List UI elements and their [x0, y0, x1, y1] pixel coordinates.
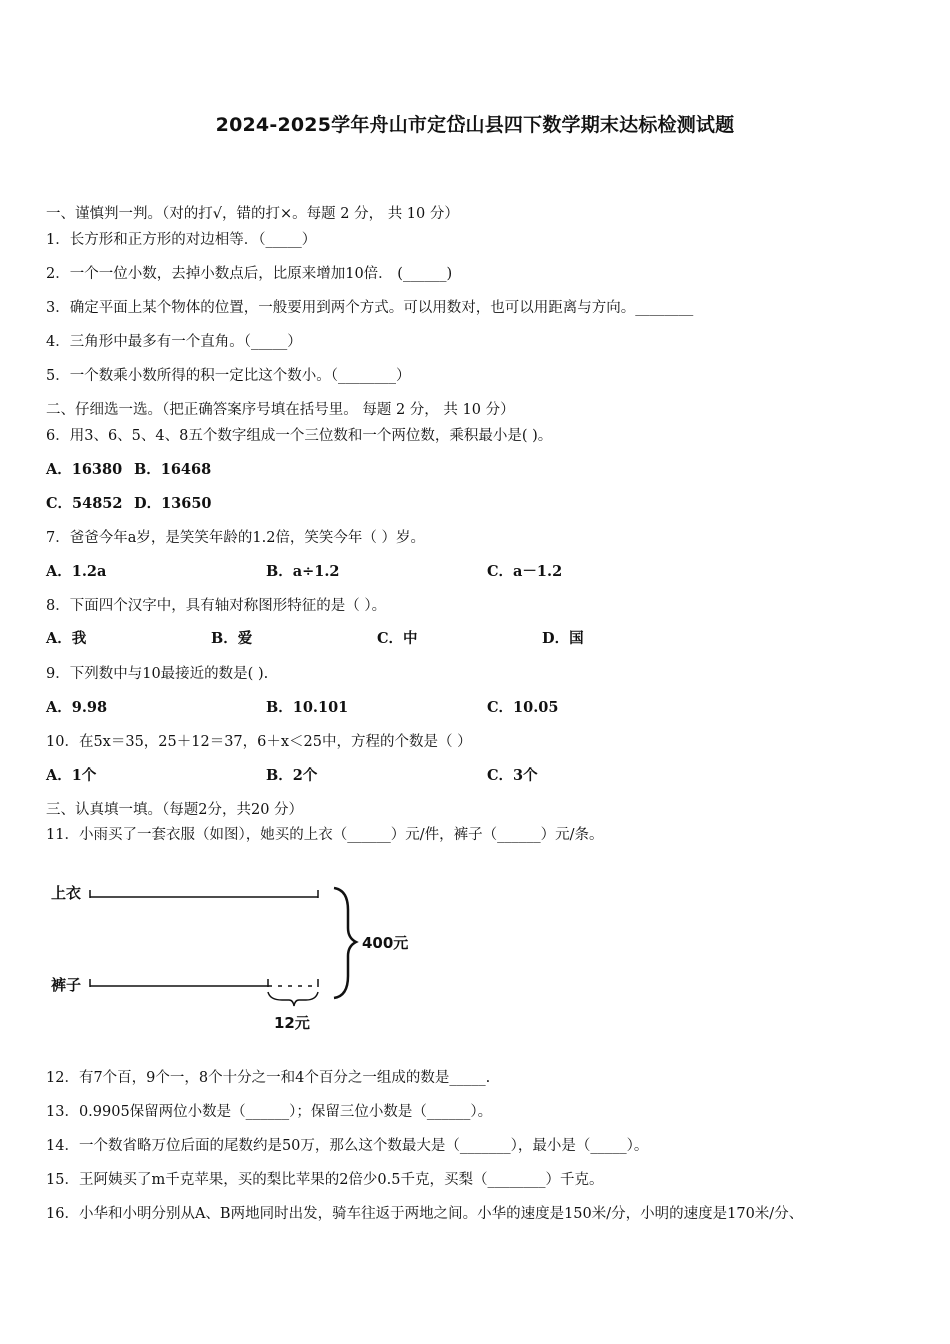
question-6: 6．用3、6、5、4、8五个数字组成一个三位数和一个两位数，乘积最小是( )。 [46, 428, 553, 444]
q8-option-c: C．中 [377, 630, 418, 647]
section-2-heading: 二、仔细选一选。（把正确答案序号填在括号里。 每题 2 分， 共 10 分） [46, 402, 515, 418]
page-title: 2024-2025学年舟山市定岱山县四下数学期末达标检测试题 [215, 114, 735, 136]
q8-option-d: D．国 [542, 630, 584, 647]
question-2: 2．一个一位小数，去掉小数点后，比原来增加10倍． (______) [46, 266, 453, 282]
question-14: 14．一个数省略万位后面的尾数约是50万，那么这个数最大是（_______），最小是（_____）。 [46, 1138, 649, 1154]
question-12: 12．有7个百，9个一，8个十分之一和4个百分之一组成的数是_____. [46, 1070, 491, 1086]
total-label: 400元 [362, 934, 409, 952]
q9-option-b: B．10.101 [266, 699, 349, 716]
q7-option-c: C．a－1.2 [487, 563, 563, 580]
diagram-svg [46, 870, 426, 1040]
question-7: 7．爸爸今年a岁，是笑笑年龄的1.2倍，笑笑今年（ ）岁。 [46, 530, 426, 546]
question-11: 11．小雨买了一套衣服（如图），她买的上衣（______）元/件，裤子（______）元/条。 [46, 827, 604, 843]
question-3: 3．确定平面上某个物体的位置，一般要用到两个方式。可以用数对，也可以用距离与方向。________ [46, 300, 694, 316]
question-9: 9．下列数中与10最接近的数是( ). [46, 666, 269, 682]
q10-option-b: B．2个 [266, 767, 318, 784]
q10-option-a: A．1个 [46, 767, 97, 784]
question-13: 13．0.9905保留两位小数是（______）；保留三位小数是（______）。 [46, 1104, 493, 1120]
section-3-heading: 三、认真填一填。（每题2分，共20 分） [46, 802, 304, 818]
question-10: 10．在5x＝35，25＋12＝37，6＋x＜25中，方程的个数是（ ） [46, 734, 472, 750]
q8-option-b: B．爱 [211, 630, 253, 647]
q10-option-c: C．3个 [487, 767, 538, 784]
question-1: 1．长方形和正方形的对边相等．（_____） [46, 232, 317, 248]
question-5: 5．一个数乘小数所得的积一定比这个数小。（________） [46, 368, 411, 384]
question-15: 15．王阿姨买了m千克苹果，买的梨比苹果的2倍少0.5千克，买梨（________）千克。 [46, 1172, 604, 1188]
q7-option-a: A．1.2a [46, 563, 107, 580]
q9-option-c: C．10.05 [487, 699, 559, 716]
section-1-heading: 一、谨慎判一判。（对的打√，错的打×。每题 2 分， 共 10 分） [46, 206, 459, 222]
label-bottom: 裤子 [51, 976, 82, 994]
q6-option-a: A．16380 [46, 461, 123, 478]
question-8: 8．下面四个汉字中，具有轴对称图形特征的是（ ）。 [46, 598, 387, 614]
q6-option-c: C．54852 [46, 495, 123, 512]
diff-brace [268, 992, 318, 1006]
question-16: 16．小华和小明分别从A、B两地同时出发，骑车往返于两地之间。小华的速度是150米/分，小明的速度是170米/分、 [46, 1206, 804, 1222]
q7-option-b: B．a÷1.2 [266, 563, 340, 580]
q6-option-d: D．13650 [134, 495, 212, 512]
q8-option-a: A．我 [46, 630, 87, 647]
total-brace [334, 888, 356, 998]
question-4: 4．三角形中最多有一个直角。（_____） [46, 334, 302, 350]
diff-label: 12元 [274, 1014, 310, 1032]
q9-option-a: A．9.98 [46, 699, 108, 716]
q6-option-b: B．16468 [134, 461, 212, 478]
label-top: 上衣 [51, 884, 82, 902]
segment-diagram [46, 870, 426, 1040]
